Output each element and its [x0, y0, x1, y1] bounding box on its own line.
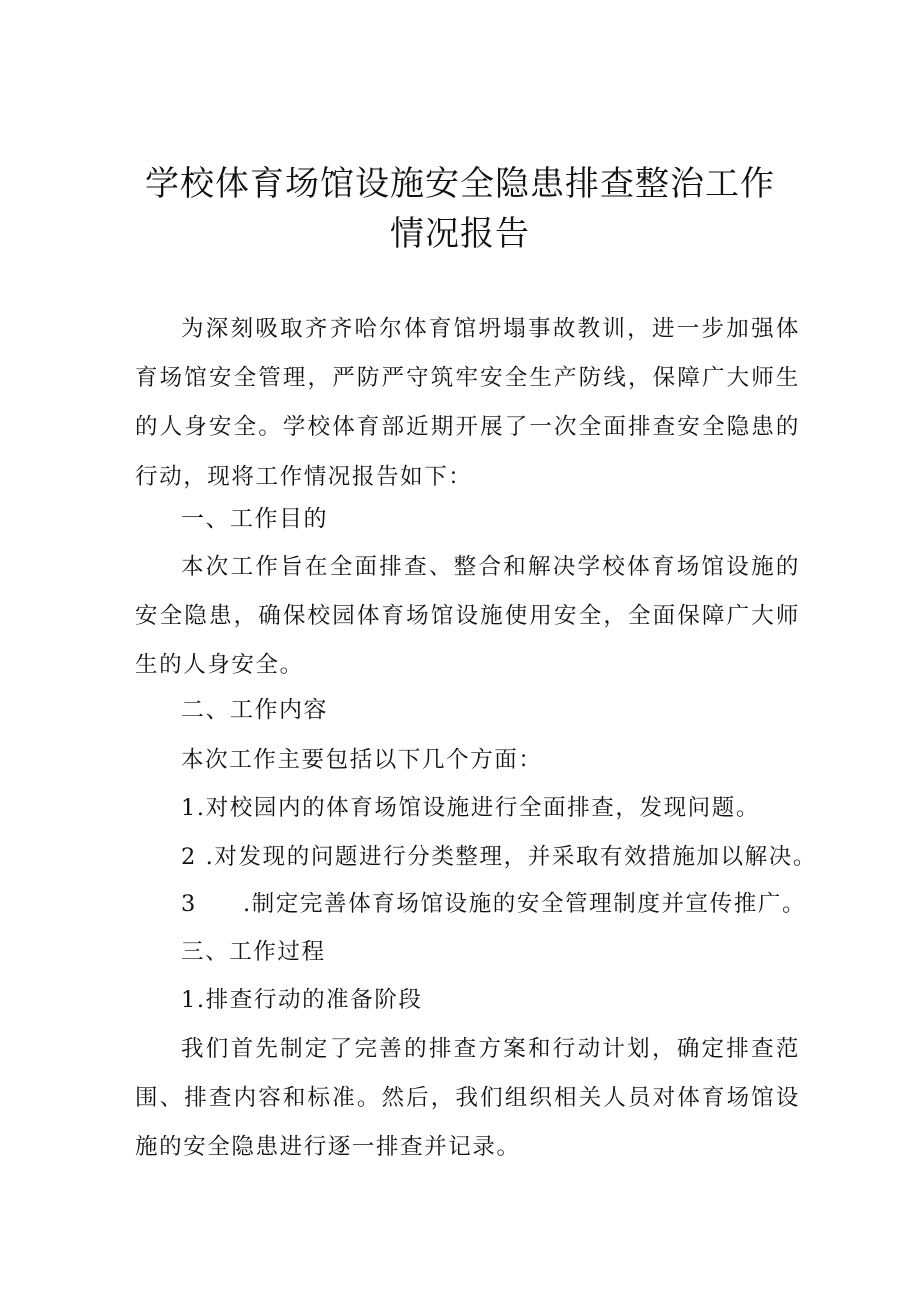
section2-item3-number: 3 [181, 891, 196, 917]
section2-item1: 1.对校园内的体育场馆设施进行全面排查，发现问题。 [181, 795, 760, 821]
section3-sub1: 1.排查行动的准备阶段 [181, 987, 423, 1013]
section1-body: 本次工作旨在全面排查、整合和解决学校体育场馆设施的安全隐患，确保校园体育场馆设施使用安全，全面保障广大师生的人身安全。 [135, 554, 800, 679]
section2-lead: 本次工作主要包括以下几个方面： [181, 747, 543, 773]
section2-item3-text: .制定完善体育场馆设施的安全管理制度并宣传推广。 [243, 891, 807, 917]
document-title-line2: 情况报告 [390, 214, 530, 254]
document-title-line1: 学校体育场馆设施安全隐患排查整治工作 [145, 164, 775, 204]
section2-heading: 二、工作内容 [181, 697, 328, 723]
section1-heading: 一、工作目的 [181, 506, 328, 532]
section3-heading: 三、工作过程 [181, 939, 326, 965]
section2-item2: 2 .对发现的问题进行分类整理，并采取有效措施加以解决。 [181, 844, 817, 870]
section3-body: 我们首先制定了完善的排查方案和行动计划，确定排查范围、排查内容和标准。然后，我们组织相关人员对体育场馆设施的安全隐患进行逐一排查并记录。 [135, 1036, 800, 1161]
intro-paragraph: 为深刻吸取齐齐哈尔体育馆坍塌事故教训，进一步加强体育场馆安全管理，严防严守筑牢安全生产防线，保障广大师生的人身安全。学校体育部近期开展了一次全面排查安全隐患的行动，现将工作情况报告如下： [135, 316, 800, 490]
